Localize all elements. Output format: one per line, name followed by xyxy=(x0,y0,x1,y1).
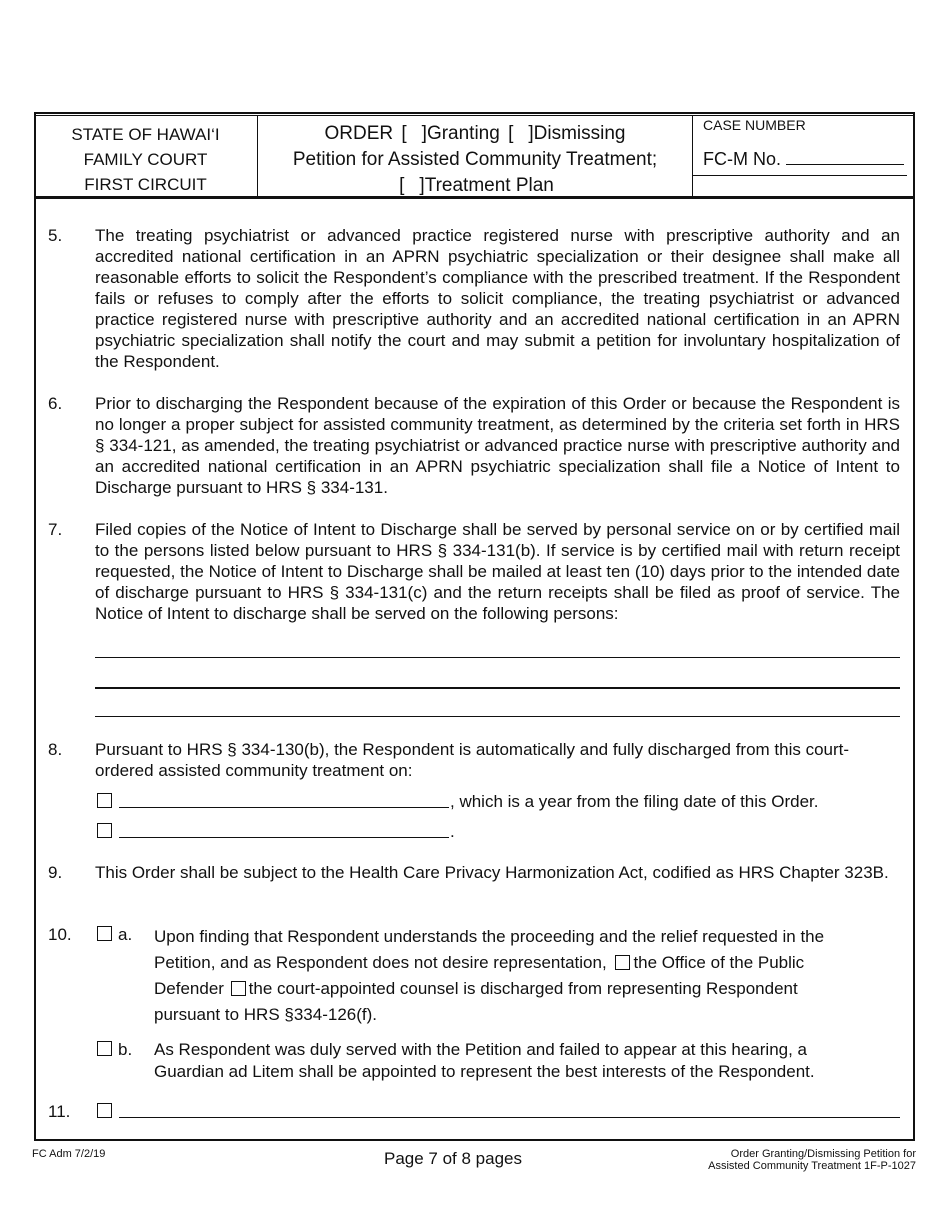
paragraph-text: This Order shall be subject to the Health Care Privacy Harmonization Act, codified as HRS Chapter 323B. xyxy=(95,863,889,882)
paragraph-text: Prior to discharging the Respondent because of the expiration of this Order or because the Respondent is no longer a proper subject for assisted community treatment, as determined by the criteria set forth in HRS § 334-121, as amended, the treating psychiatrist or advanced practice nurse with prescriptive authority and an accredited national certification in an APRN psychiatric specialization shall file a Notice of Intent to Discharge pursuant to HRS § 334-131. xyxy=(95,394,900,497)
paragraph-number: 8. xyxy=(48,740,63,759)
served-persons-line-1[interactable] xyxy=(95,657,900,658)
form-title-footer xyxy=(708,1148,916,1172)
title-line-2: Petition for Assisted Community Treatment; xyxy=(292,149,658,170)
appointed-counsel-checkbox[interactable] xyxy=(231,981,246,996)
item-11-field[interactable] xyxy=(119,1117,900,1118)
dismissing-bracket-close[interactable]: ] xyxy=(528,123,534,144)
item-10b-label: b. xyxy=(118,1040,133,1059)
court-circuit: FIRST CIRCUIT xyxy=(84,175,207,194)
case-number-label: CASE NUMBER xyxy=(703,117,806,133)
title-order: ORDER xyxy=(324,123,394,144)
item-10b-line-1: As Respondent was duly served with the Petition and failed to appear at this hearing, a xyxy=(154,1040,808,1059)
paragraph-7 xyxy=(48,519,900,629)
granting-bracket-close[interactable]: ] xyxy=(421,123,427,144)
discharge-option-2-checkbox[interactable] xyxy=(97,823,112,838)
dismissing-bracket-open[interactable]: [ xyxy=(508,123,514,144)
item-10a-line-1: Upon finding that Respondent understands the proceeding and the relief requested in the xyxy=(154,927,825,946)
form-title-line-1: Order Granting/Dismissing Petition for xyxy=(730,1148,916,1160)
item-10a-label: a. xyxy=(118,925,133,944)
item-11-checkbox[interactable] xyxy=(97,1103,112,1118)
case-number-box xyxy=(693,115,915,196)
treatment-plan-bracket-close[interactable]: ] xyxy=(419,175,425,196)
paragraph-number: 6. xyxy=(48,394,63,413)
granting-bracket-open[interactable]: [ xyxy=(401,123,407,144)
fcm-label: FC-M No. xyxy=(703,149,781,169)
served-persons-line-2[interactable] xyxy=(95,687,900,689)
paragraph-8 xyxy=(48,739,900,785)
item-10b-text xyxy=(154,1039,815,1083)
paragraph-9 xyxy=(48,862,900,906)
item-10a-text xyxy=(154,924,824,1028)
item-10a-line-2-text: Petition, and as Respondent does not desire representation, xyxy=(154,953,607,972)
title-line-3 xyxy=(258,173,692,199)
title-line-1 xyxy=(258,121,692,147)
form-title-line-2: Assisted Community Treatment 1F-P-1027 xyxy=(708,1160,916,1172)
case-number-divider xyxy=(693,175,907,176)
paragraph-number: 5. xyxy=(48,226,63,245)
paragraph-5 xyxy=(48,225,900,375)
page-number: Page 7 of 8 pages xyxy=(383,1149,522,1168)
item-11-number: 11. xyxy=(48,1102,71,1121)
court-state: STATE OF HAWAI‘I xyxy=(71,125,220,144)
paragraph-text: Filed copies of the Notice of Intent to Discharge shall be served by personal service on or by certified mail to the persons listed below pursuant to HRS § 334-131(b). If service is by certified mail with return receipt requested, the Notice of Intent to Discharge shall be mailed at least ten (10) days prior to the intended date of discharge pursuant to HRS § 334-131(c) and the return receipts shall be filed as proof of service. The Notice of Intent to discharge shall be served on the following persons: xyxy=(95,520,900,623)
item-10a-line-3-text: Defender xyxy=(154,979,224,998)
discharge-date-1-field[interactable] xyxy=(119,807,449,808)
fcm-number-field[interactable] xyxy=(786,150,904,165)
appointed-counsel-option: the court-appointed counsel is discharged from representing Respondent xyxy=(248,979,798,998)
fcm-number xyxy=(703,149,904,170)
paragraph-6 xyxy=(48,393,900,503)
discharge-option-1-checkbox[interactable] xyxy=(97,793,112,808)
title-granting: Granting xyxy=(426,123,500,144)
caption-header xyxy=(34,115,915,199)
item-10a-line-2 xyxy=(154,950,824,976)
form-code: FC Adm 7/2/19 xyxy=(32,1148,106,1160)
item-10a-line-4: pursuant to HRS §334-126(f). xyxy=(154,1005,378,1024)
item-10a-line-3 xyxy=(154,976,824,1002)
document-title xyxy=(258,115,693,196)
paragraph-text: The treating psychiatrist or advanced practice registered nurse with prescriptive authority and an accredited national certification in an APRN psychiatric specialization or their designee shall make all reasonable efforts to solicit the Respondent’s compliance with the prescribed treatment. If the Respondent fails or refuses to comply after the efforts to solicit compliance, the treating psychiatrist or advanced practice registered nurse with prescriptive authority and an accredited national certification in an APRN psychiatric specialization shall notify the court and may submit a petition for involuntary hospitalization of the Respondent. xyxy=(95,226,900,371)
public-defender-checkbox[interactable] xyxy=(615,955,630,970)
public-defender-option: the Office of the Public xyxy=(633,953,805,972)
item-10b-checkbox[interactable] xyxy=(97,1041,112,1056)
treatment-plan-bracket-open[interactable]: [ xyxy=(399,175,405,196)
title-treatment-plan: Treatment Plan xyxy=(424,175,554,196)
item-10b-line-2: Guardian ad Litem shall be appointed to represent the best interests of the Respondent. xyxy=(154,1062,815,1081)
item-10-number: 10. xyxy=(48,925,72,944)
discharge-option-2-text: . xyxy=(450,822,455,841)
paragraph-number: 7. xyxy=(48,520,63,539)
paragraph-text: Pursuant to HRS § 334-130(b), the Respondent is automatically and fully discharged from this court-ordered assisted community treatment on: xyxy=(95,740,850,780)
item-10a-checkbox[interactable] xyxy=(97,926,112,941)
court-name xyxy=(34,115,258,196)
paragraph-number: 9. xyxy=(48,863,63,882)
discharge-date-2-field[interactable] xyxy=(119,837,449,838)
served-persons-line-3[interactable] xyxy=(95,716,900,717)
title-dismissing: Dismissing xyxy=(533,123,626,144)
discharge-option-1-text: , which is a year from the filing date of this Order. xyxy=(450,792,819,811)
court-family: FAMILY COURT xyxy=(83,150,208,169)
